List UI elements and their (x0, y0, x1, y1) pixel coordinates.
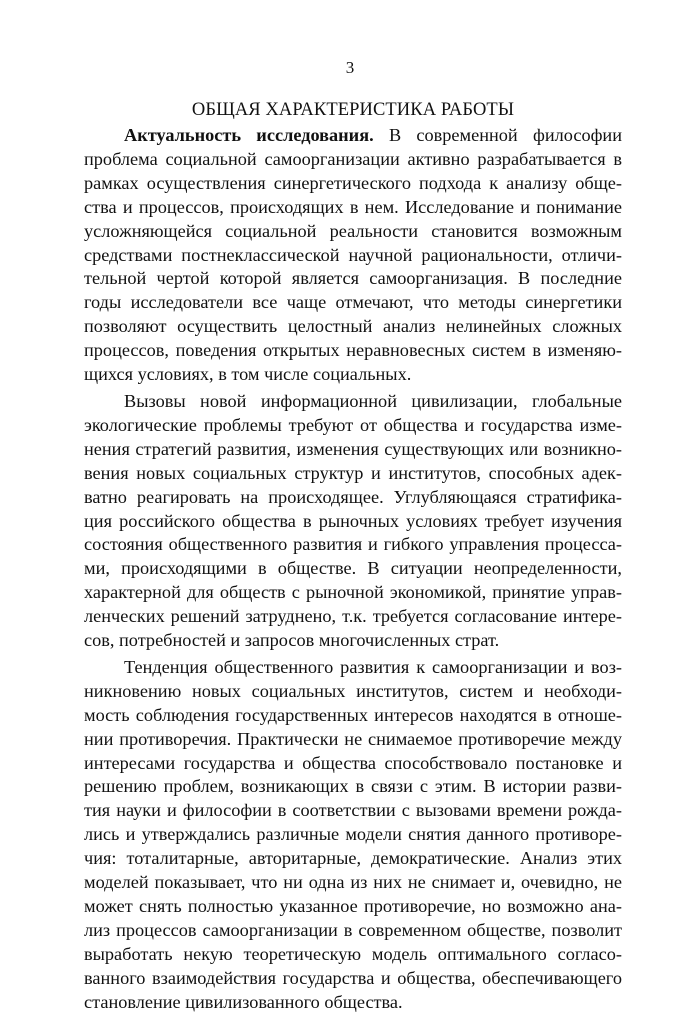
paragraph-line: экологические проблемы требуют от общества и государства изме- (84, 414, 622, 435)
paragraph-line: мость соблюдения государственных интересов находятся в отноше- (84, 704, 622, 725)
paragraph-line: позволяют осуществить целостный анализ нелинейных сложных (84, 316, 622, 337)
paragraph-line: нии противоречия. Практически не снимаемое противоречие между (84, 728, 622, 749)
paragraph-line: нения стратегий развития, изменения существующих или возникно- (84, 438, 622, 459)
paragraph-line: вения новых социальных структур и институтов, способных адек- (84, 462, 622, 483)
paragraph-line: средствами постнеклассической научной рациональности, отличи- (84, 244, 622, 265)
paragraph-line: ватно реагировать на происходящее. Углубляющаяся стратифика- (84, 486, 622, 507)
paragraph-line: лись и утверждались различные модели снятия данного противоре- (84, 824, 622, 845)
paragraph-line: выработать некую теоретическую модель оптимального согласо- (84, 943, 622, 964)
paragraph-line: никновению новых социальных институтов, систем и необходи- (84, 680, 622, 701)
paragraph-line: щихся условиях, в том числе социальных. (84, 364, 412, 385)
page-number: 3 (345, 58, 355, 77)
paragraph-line: состояния общественного развития и гибкого управления процесса- (84, 534, 622, 555)
paragraph-tendency (84, 656, 622, 1015)
paragraph-relevance (84, 124, 622, 387)
line-text: В современной философии (373, 125, 623, 145)
paragraph-line: ция российского общества в рыночных условиях требует изучения (84, 510, 622, 531)
paragraph-challenges (84, 390, 622, 653)
paragraph-line: тия науки и философии в соответствии с вызовами времени рожда- (84, 800, 622, 821)
paragraph-line: становление цивилизованного общества. (84, 991, 403, 1012)
page-content (84, 98, 622, 1018)
paragraph-line: усложняющейся социальной реальности становится возможным (84, 220, 622, 241)
paragraph-line: ми, происходящими в обществе. В ситуации неопределенности, (84, 558, 622, 579)
paragraph-line: ства и процессов, происходящих в нем. Исследование и понимание (84, 196, 622, 217)
relevance-lead: Актуальность исследования. (124, 125, 374, 145)
paragraph-line: годы исследователи все чаще отмечают, что методы синергетики (84, 292, 622, 313)
paragraph-line (84, 124, 622, 148)
paragraph-line: процессов, поведения открытых неравновесных систем в изменяю- (84, 340, 622, 361)
paragraph-line: ленческих решений затруднено, т.к. требуется согласование интере- (84, 606, 622, 627)
paragraph-line: лиз процессов самоорганизации в современном обществе, позволит (84, 919, 622, 940)
paragraph-line: тельной чертой которой является самоорганизация. В последние (84, 268, 622, 289)
paragraph-line: ванного взаимодействия государства и общества, обеспечивающего (84, 967, 622, 988)
paragraph-line: Тенденция общественного развития к самоорганизации и воз- (124, 656, 622, 677)
paragraph-line: чия: тоталитарные, авторитарные, демократические. Анализ этих (84, 848, 622, 869)
paragraph-line: рамках осуществления синергетического подхода к анализу обще- (84, 172, 622, 193)
paragraph-line: решению проблем, возникающих в связи с этим. В истории разви- (84, 776, 622, 797)
paragraph-line: Вызовы новой информационной цивилизации, глобальные (124, 390, 622, 411)
paragraph-line: интересами государства и общества способствовало постановке и (84, 752, 622, 773)
paragraph-line: сов, потребностей и запросов многочисленных страт. (84, 630, 500, 651)
paragraph-line: характерной для обществ с рыночной экономикой, принятие управ- (84, 582, 622, 603)
section-heading: ОБЩАЯ ХАРАКТЕРИСТИКА РАБОТЫ (191, 100, 515, 120)
paragraph-line: моделей показывает, что ни одна из них не снимает и, очевидно, не (84, 872, 622, 893)
paragraph-line: может снять полностью указанное противоречие, но возможно ана- (84, 896, 622, 916)
paragraph-line: проблема социальной самоорганизации активно разрабатывается в (84, 148, 622, 169)
